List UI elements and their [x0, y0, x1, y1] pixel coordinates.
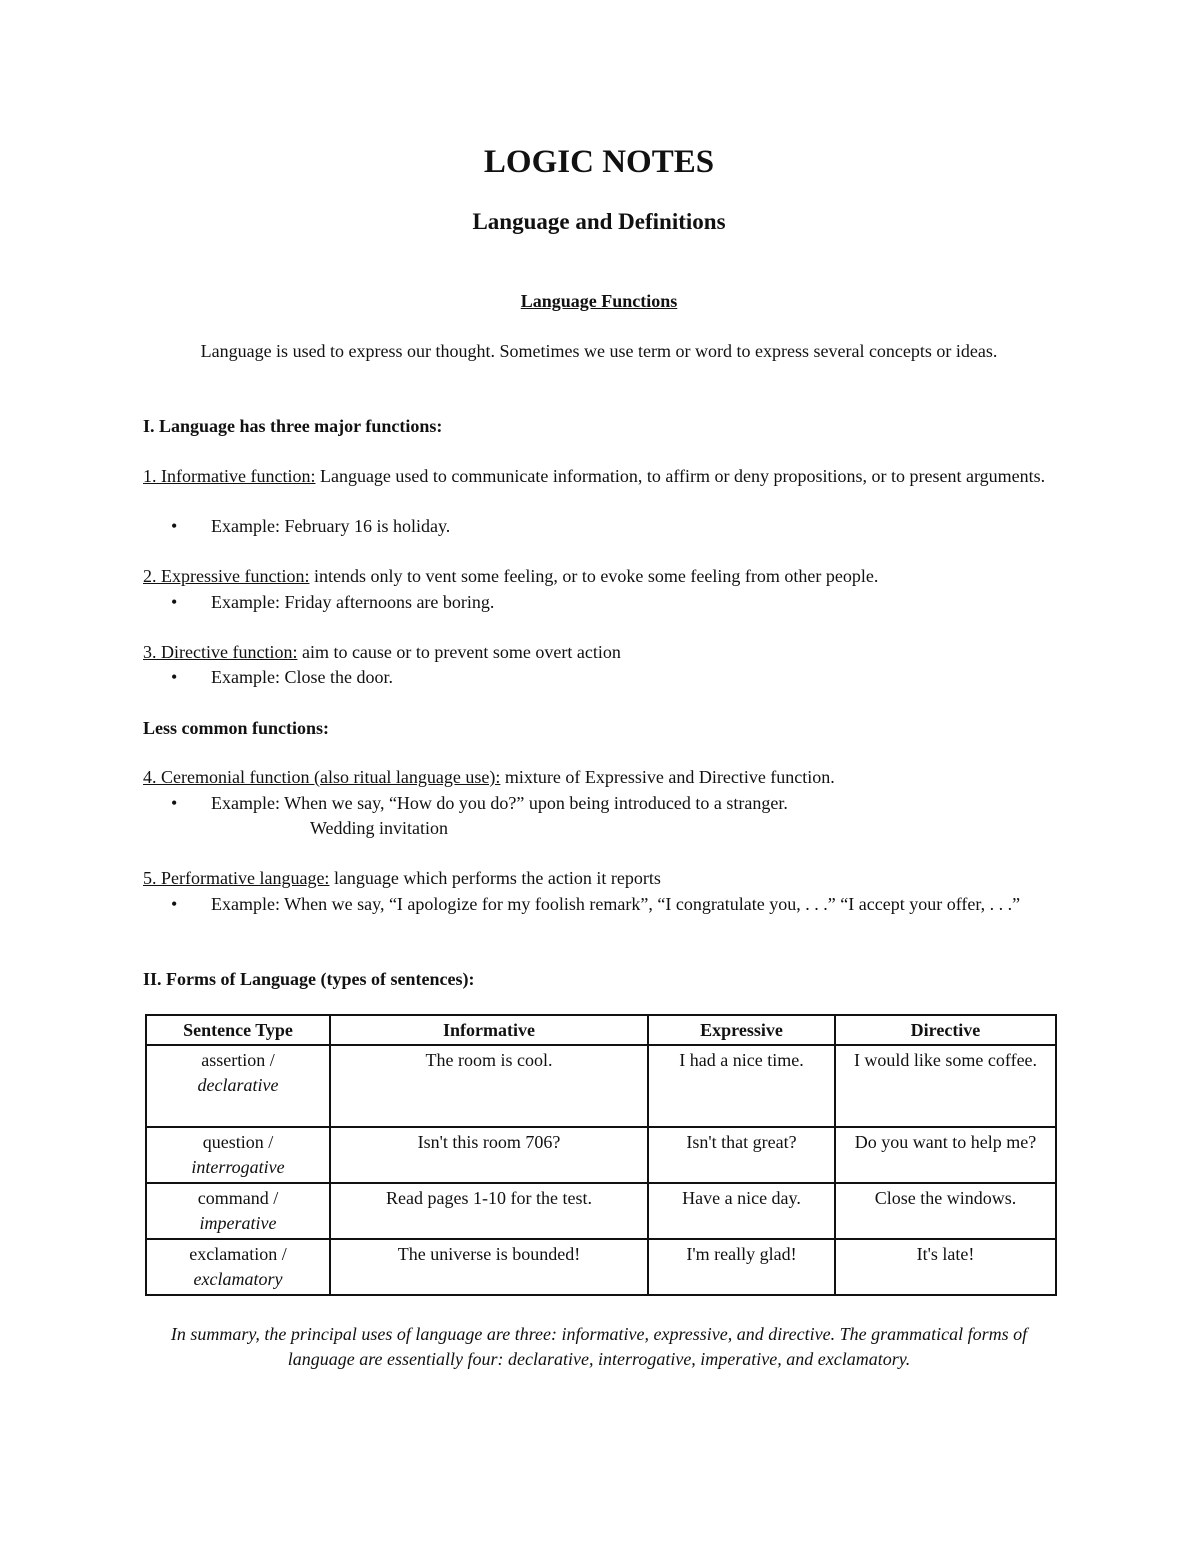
sentence-form: interrogative: [191, 1157, 285, 1177]
function-4-example-2: Wedding invitation: [310, 818, 449, 838]
informative-cell: Isn't this room 706?: [330, 1127, 648, 1183]
expressive-cell: Have a nice day.: [648, 1183, 835, 1239]
sentence-type: assertion /: [201, 1050, 275, 1070]
table-row: [146, 1045, 1056, 1127]
expressive-cell: I'm really glad!: [648, 1239, 835, 1295]
informative-cell: The room is cool.: [330, 1045, 648, 1127]
function-2-paragraph: [143, 564, 1055, 589]
function-2-text: intends only to vent some feeling, or to evoke some feeling from other people.: [309, 566, 879, 586]
column-header: Sentence Type: [146, 1015, 330, 1045]
function-3-example-text: Example: Close the door.: [211, 667, 393, 687]
sentence-type-cell: [146, 1239, 330, 1295]
function-4-label: 4. Ceremonial function (also ritual language use):: [143, 767, 501, 787]
function-5-example-text: Example: When we say, “I apologize for my foolish remark”, “I congratulate you, . . .” “I accept your offer, . . .”: [211, 894, 1021, 914]
directive-cell: Close the windows.: [835, 1183, 1056, 1239]
sentence-type: question /: [202, 1132, 274, 1152]
sentence-type-cell: [146, 1183, 330, 1239]
function-1-label: 1. Informative function:: [143, 466, 316, 486]
document-title: LOGIC NOTES: [483, 144, 715, 180]
table-header-row: [146, 1015, 1056, 1045]
section-heading-language-functions: Language Functions: [520, 291, 678, 311]
function-3-paragraph: [143, 640, 1055, 665]
column-header: Directive: [835, 1015, 1056, 1045]
function-4-example-text: Example: When we say, “How do you do?” upon being introduced to a stranger.: [211, 793, 788, 813]
sentence-type: command /: [197, 1188, 279, 1208]
sentence-forms-table: [145, 1014, 1057, 1296]
intro-paragraph: Language is used to express our thought. Sometimes we use term or word to express several concepts or ideas.: [200, 341, 998, 361]
informative-cell: The universe is bounded!: [330, 1239, 648, 1295]
function-1-example-text: Example: February 16 is holiday.: [211, 516, 451, 536]
table-row: [146, 1127, 1056, 1183]
function-1-text: Language used to communicate information, to affirm or deny propositions, or to present arguments.: [315, 466, 1046, 486]
function-5-label: 5. Performative language:: [143, 868, 330, 888]
sentence-form: imperative: [199, 1213, 277, 1233]
bullet-icon: •: [171, 894, 178, 914]
bullet-icon: •: [171, 592, 178, 612]
forms-heading: II. Forms of Language (types of sentences):: [143, 969, 475, 989]
summary-paragraph: In summary, the principal uses of language are three: informative, expressive, and directive. The grammatical forms of language are essentially four: declarative, interrogative, imperative, and exclamatory.: [170, 1324, 1028, 1369]
bullet-icon: •: [171, 667, 178, 687]
sentence-type: exclamation /: [189, 1244, 287, 1264]
table-row: [146, 1183, 1056, 1239]
bullet-icon: •: [171, 793, 178, 813]
directive-cell: It's late!: [835, 1239, 1056, 1295]
sentence-form: declarative: [197, 1075, 279, 1095]
directive-cell: Do you want to help me?: [835, 1127, 1056, 1183]
column-header: Informative: [330, 1015, 648, 1045]
table-row: [146, 1239, 1056, 1295]
function-5-text: language which performs the action it reports: [329, 868, 661, 888]
bullet-icon: •: [171, 516, 178, 536]
function-3-label: 3. Directive function:: [143, 642, 298, 662]
function-4-text: mixture of Expressive and Directive function.: [500, 767, 835, 787]
sentence-form: exclamatory: [193, 1269, 283, 1289]
sentence-type-cell: [146, 1127, 330, 1183]
informative-cell: Read pages 1-10 for the test.: [330, 1183, 648, 1239]
document-subtitle: Language and Definitions: [472, 209, 726, 234]
expressive-cell: Isn't that great?: [648, 1127, 835, 1183]
function-2-label: 2. Expressive function:: [143, 566, 310, 586]
major-functions-heading: I. Language has three major functions:: [143, 416, 443, 436]
function-4-paragraph: [143, 765, 1055, 790]
expressive-cell: I had a nice time.: [648, 1045, 835, 1127]
less-common-heading: Less common functions:: [143, 718, 330, 738]
directive-cell: I would like some coffee.: [835, 1045, 1056, 1127]
column-header: Expressive: [648, 1015, 835, 1045]
function-3-text: aim to cause or to prevent some overt action: [297, 642, 621, 662]
sentence-type-cell: [146, 1045, 330, 1127]
function-1-paragraph: [143, 464, 1055, 489]
function-5-paragraph: [143, 866, 1055, 891]
function-2-example-text: Example: Friday afternoons are boring.: [211, 592, 495, 612]
